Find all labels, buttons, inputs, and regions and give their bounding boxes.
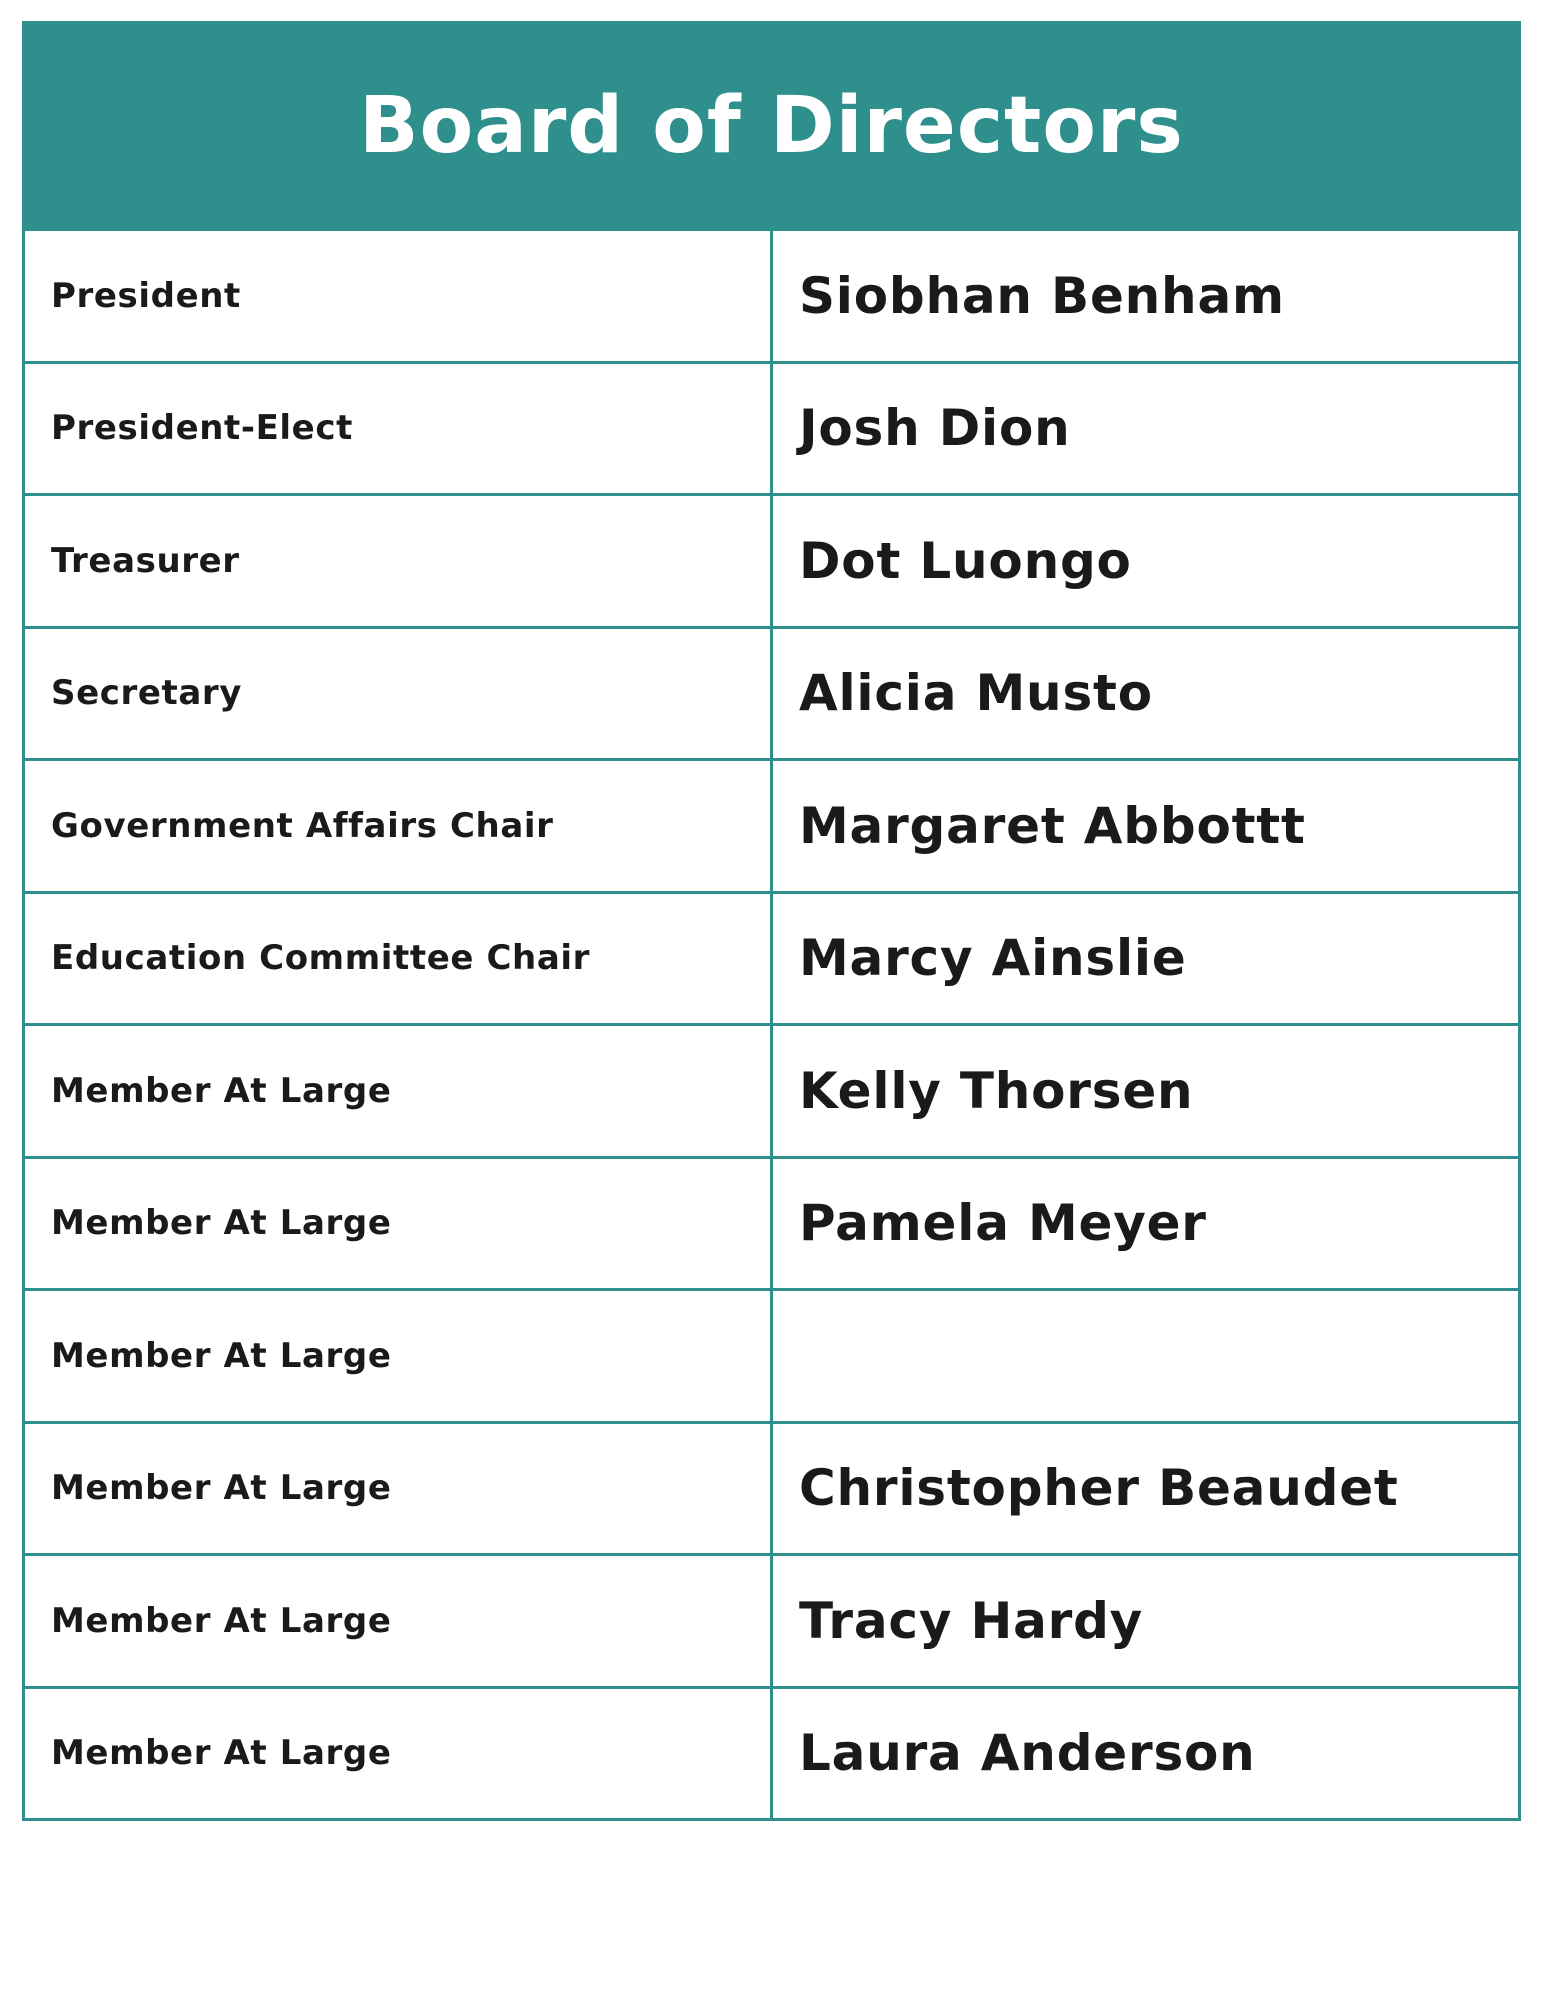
table-row — [25, 361, 1518, 494]
name-cell: Kelly Thorsen — [799, 1061, 1194, 1120]
table-row — [25, 228, 1518, 361]
table-row — [25, 1421, 1518, 1554]
table-row — [25, 1023, 1518, 1156]
name-cell: Laura Anderson — [799, 1724, 1256, 1783]
name-cell: Margaret Abbottt — [799, 796, 1306, 855]
name-cell: Christopher Beaudet — [799, 1459, 1399, 1518]
name-cell: Siobhan Benham — [799, 266, 1285, 325]
role-cell: President — [25, 231, 773, 361]
table-row — [25, 1288, 1518, 1421]
name-cell: Tracy Hardy — [799, 1591, 1144, 1650]
table-row — [25, 1156, 1518, 1289]
board-of-directors-table — [22, 21, 1521, 1821]
table-title: Board of Directors — [25, 24, 1518, 228]
table-row — [25, 1686, 1518, 1819]
name-cell — [773, 1291, 1518, 1421]
name-cell: Alicia Musto — [799, 664, 1153, 723]
name-cell: Pamela Meyer — [799, 1194, 1207, 1253]
role-cell: Secretary — [25, 629, 773, 759]
name-cell: Dot Luongo — [799, 531, 1132, 590]
table-row — [25, 891, 1518, 1024]
role-cell: President-Elect — [25, 364, 773, 494]
role-cell: Treasurer — [25, 496, 773, 626]
role-cell: Education Committee Chair — [25, 894, 773, 1024]
role-cell: Member At Large — [25, 1689, 773, 1819]
table-row — [25, 1553, 1518, 1686]
role-cell: Government Affairs Chair — [25, 761, 773, 891]
table-row — [25, 493, 1518, 626]
role-cell: Member At Large — [25, 1159, 773, 1289]
role-cell: Member At Large — [25, 1026, 773, 1156]
table-row — [25, 758, 1518, 891]
role-cell: Member At Large — [25, 1291, 773, 1421]
name-cell: Marcy Ainslie — [799, 929, 1187, 988]
name-cell: Josh Dion — [799, 399, 1071, 458]
table-row — [25, 626, 1518, 759]
role-cell: Member At Large — [25, 1424, 773, 1554]
role-cell: Member At Large — [25, 1556, 773, 1686]
